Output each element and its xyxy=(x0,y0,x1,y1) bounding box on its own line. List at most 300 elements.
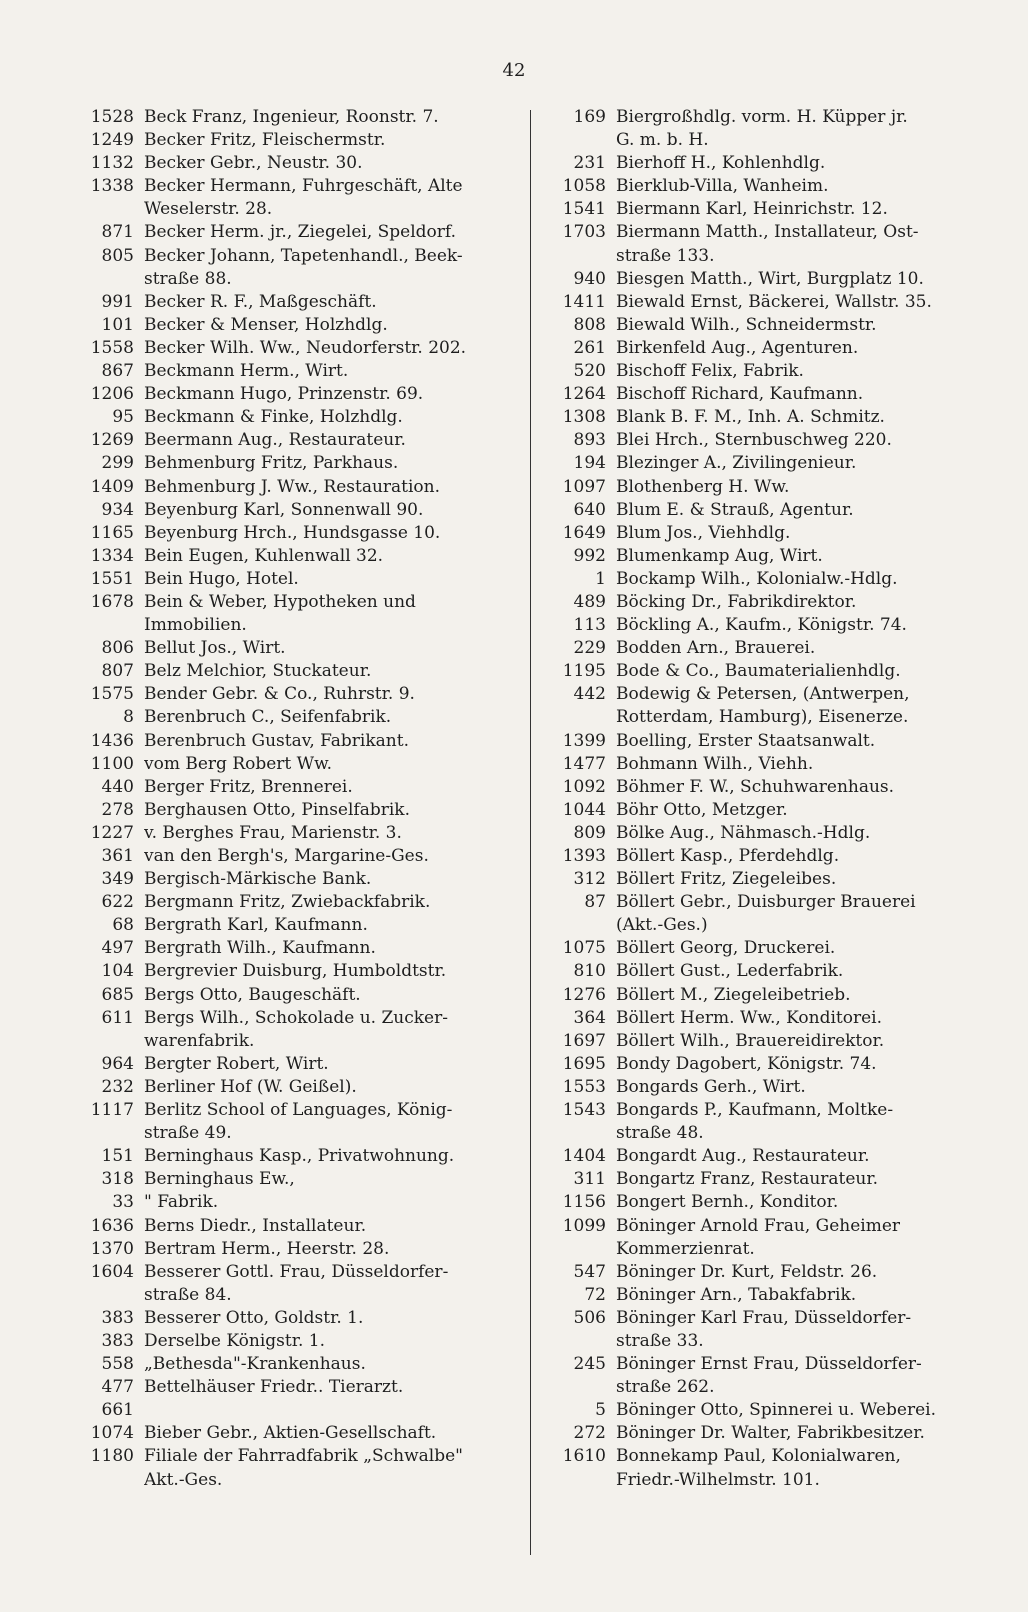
entry-number: 95 xyxy=(112,407,134,428)
entry-number: 809 xyxy=(573,822,606,843)
entry-number: 1117 xyxy=(90,1100,134,1121)
entry-number: 1404 xyxy=(562,1146,606,1167)
entry-text: Bertram Herm., Heerstr. 28. xyxy=(144,1238,390,1259)
entry-number: 1575 xyxy=(90,684,134,705)
directory-entry-line xyxy=(76,452,521,475)
directory-entry-line xyxy=(76,1261,521,1284)
directory-entry-line xyxy=(76,591,521,614)
directory-entry-line xyxy=(76,960,521,983)
entry-number: 506 xyxy=(573,1307,606,1328)
entry-text: Boelling, Erster Staatsanwalt. xyxy=(616,730,876,751)
entry-number: 871 xyxy=(101,222,134,243)
entry-number xyxy=(76,1284,144,1307)
entry-text: Bieber Gebr., Aktien-Gesellschaft. xyxy=(144,1423,437,1444)
directory-entry-line xyxy=(548,452,1000,475)
directory-entry-line xyxy=(76,845,521,868)
entry-text: Bergs Otto, Baugeschäft. xyxy=(144,984,361,1005)
directory-entry-line xyxy=(76,383,521,406)
directory-entry-line xyxy=(76,1422,521,1445)
directory-entry-line xyxy=(76,776,521,799)
directory-entry-line xyxy=(548,614,1000,637)
entry-text: Böllert Gust., Lederfabrik. xyxy=(616,961,844,982)
directory-entry-line xyxy=(76,1007,521,1030)
entry-number: 611 xyxy=(101,1007,134,1028)
entry-number: 640 xyxy=(573,499,606,520)
entry-text: Berns Diedr., Installateur. xyxy=(144,1215,367,1236)
entry-text: Böllert Kasp., Pferdehdlg. xyxy=(616,846,840,866)
entry-number: 1393 xyxy=(562,846,606,866)
entry-text: Bergmann Fritz, Zwiebackfabrik. xyxy=(144,892,431,913)
directory-entry-line xyxy=(76,730,521,753)
directory-entry-line xyxy=(76,1330,521,1353)
entry-number: 807 xyxy=(101,661,134,682)
directory-entry-line xyxy=(548,660,1000,683)
entry-text: Bein Eugen, Kuhlenwall 32. xyxy=(144,545,384,566)
entry-number xyxy=(76,1030,144,1053)
directory-entry-line xyxy=(76,1099,521,1122)
directory-entry-line xyxy=(76,360,521,383)
directory-entry-line xyxy=(76,152,521,175)
entry-number: 992 xyxy=(573,545,606,566)
entry-number: 622 xyxy=(101,892,134,913)
entry-text: Berenbruch C., Seifenfabrik. xyxy=(144,707,392,728)
entry-number: 245 xyxy=(573,1354,606,1375)
entry-number: 440 xyxy=(101,776,134,797)
entry-number: 867 xyxy=(101,361,134,382)
directory-entry-line xyxy=(548,499,1000,522)
entry-number: 1399 xyxy=(562,730,606,751)
directory-entry-line xyxy=(548,1445,1000,1468)
entry-number xyxy=(548,706,616,729)
entry-text: Becker & Menser, Holzhdlg. xyxy=(144,314,388,335)
entry-text: Bettelhäuser Friedr.. Tierarzt. xyxy=(144,1377,404,1398)
entry-text: Biermann Karl, Heinrichstr. 12. xyxy=(616,199,888,220)
entry-number: 520 xyxy=(573,361,606,382)
entry-number: 1409 xyxy=(90,476,134,497)
entry-number: 8 xyxy=(123,707,134,728)
directory-entry-line xyxy=(548,221,1000,244)
entry-number: 383 xyxy=(101,1307,134,1328)
column-divider xyxy=(530,110,531,1555)
directory-entry-line xyxy=(548,337,1000,360)
entry-text: Bierklub-Villa, Wanheim. xyxy=(616,176,829,197)
directory-entry-line xyxy=(548,683,1000,706)
entry-text: Biermann Matth., Installateur, Ost- xyxy=(616,222,919,243)
entry-text: Berger Fritz, Brennerei. xyxy=(144,776,353,797)
directory-entry-line xyxy=(548,268,1000,291)
entry-text: v. Berghes Frau, Marienstr. 3. xyxy=(144,822,402,843)
directory-entry-line xyxy=(548,383,1000,406)
entry-number: 1649 xyxy=(562,522,606,543)
entry-number: 497 xyxy=(101,938,134,959)
entry-number: 1044 xyxy=(562,799,606,820)
entry-text: Bonnekamp Paul, Kolonialwaren, xyxy=(616,1446,901,1467)
entry-number: 272 xyxy=(573,1423,606,1444)
directory-entry-line xyxy=(548,1261,1000,1284)
entry-number: 1334 xyxy=(90,545,134,566)
entry-number: 1 xyxy=(595,568,606,589)
directory-entry-line xyxy=(548,984,1000,1007)
entry-text: Berninghaus Ew., xyxy=(144,1169,295,1190)
entry-text: Beyenburg Hrch., Hundsgasse 10. xyxy=(144,522,441,543)
entry-text: Bierhoff H., Kohlenhdlg. xyxy=(616,153,826,174)
entry-text: straße 88. xyxy=(144,268,232,289)
entry-number: 1604 xyxy=(90,1261,134,1282)
entry-number: 1528 xyxy=(90,107,134,127)
entry-text: straße 262. xyxy=(616,1377,715,1398)
entry-text: Rotterdam, Hamburg), Eisenerze. xyxy=(616,707,909,728)
entry-number: 1436 xyxy=(90,730,134,751)
entry-number: 806 xyxy=(101,638,134,659)
directory-entry-line xyxy=(76,337,521,360)
entry-text: Blank B. F. M., Inh. A. Schmitz. xyxy=(616,407,885,428)
directory-entry-line xyxy=(548,730,1000,753)
entry-text: Birkenfeld Aug., Agenturen. xyxy=(616,337,859,358)
entry-text: Blezinger A., Zivilingenieur. xyxy=(616,453,857,474)
entry-number: 1553 xyxy=(562,1076,606,1097)
entry-text: Böllert Herm. Ww., Konditorei. xyxy=(616,1007,883,1028)
entry-text: Bongards P., Kaufmann, Moltke- xyxy=(616,1100,894,1121)
entry-number: 661 xyxy=(101,1400,134,1421)
entry-number: 1703 xyxy=(562,222,606,243)
entry-number: 805 xyxy=(101,245,134,266)
directory-entry-line xyxy=(548,1099,1000,1122)
entry-text: Böllert Fritz, Ziegeleibes. xyxy=(616,869,837,890)
entry-text: Beckmann Herm., Wirt. xyxy=(144,361,349,382)
directory-entry-line xyxy=(548,1191,1000,1214)
right-column xyxy=(548,106,1000,1492)
entry-number xyxy=(76,1469,144,1492)
directory-entry-line xyxy=(76,476,521,499)
directory-entry-line xyxy=(548,406,1000,429)
directory-entry-line xyxy=(548,1284,1000,1307)
entry-number: 1097 xyxy=(562,476,606,497)
entry-text: warenfabrik. xyxy=(144,1030,255,1051)
entry-text: Bockamp Wilh., Kolonialw.-Hdlg. xyxy=(616,568,898,589)
entry-text: Bergs Wilh., Schokolade u. Zucker- xyxy=(144,1007,448,1028)
directory-entry-line xyxy=(548,129,1000,152)
directory-entry-line xyxy=(548,799,1000,822)
directory-entry-line xyxy=(76,1307,521,1330)
entry-text: Bongert Bernh., Konditor. xyxy=(616,1192,839,1213)
directory-entry-line xyxy=(548,960,1000,983)
entry-number: 1100 xyxy=(90,753,134,774)
entry-number: 318 xyxy=(101,1169,134,1190)
entry-text: Becker Fritz, Fleischermstr. xyxy=(144,130,386,151)
directory-entry-line xyxy=(76,1030,521,1053)
entry-text: Böninger Karl Frau, Düsseldorfer- xyxy=(616,1307,912,1328)
directory-entry-line xyxy=(548,1399,1000,1422)
entry-text: Blum E. & Strauß, Agentur. xyxy=(616,499,854,520)
entry-text: Böckling A., Kaufm., Königstr. 74. xyxy=(616,615,907,636)
entry-number: 1411 xyxy=(562,291,606,312)
directory-entry-line xyxy=(76,799,521,822)
directory-entry-line xyxy=(548,545,1000,568)
directory-entry-line xyxy=(548,1215,1000,1238)
directory-entry-line xyxy=(76,429,521,452)
directory-entry-line xyxy=(76,1238,521,1261)
entry-text: Bergrevier Duisburg, Humboldtstr. xyxy=(144,961,447,982)
entry-number: 87 xyxy=(584,892,606,913)
directory-entry-line xyxy=(76,568,521,591)
directory-entry-line xyxy=(76,545,521,568)
entry-number: 101 xyxy=(101,314,134,335)
entry-text: Becker Johann, Tapetenhandl., Beek- xyxy=(144,245,463,266)
directory-entry-line xyxy=(548,1007,1000,1030)
page-number: 42 xyxy=(502,60,526,81)
directory-entry-line xyxy=(76,1053,521,1076)
entry-number: 1678 xyxy=(90,591,134,612)
entry-number xyxy=(548,1122,616,1145)
directory-entry-line xyxy=(76,1215,521,1238)
directory-entry-line xyxy=(548,753,1000,776)
directory-entry-line xyxy=(76,522,521,545)
entry-text: Böninger Arnold Frau, Geheimer xyxy=(616,1215,901,1236)
directory-entry-line xyxy=(76,614,521,637)
entry-text: Akt.-Ges. xyxy=(144,1469,223,1490)
directory-entry-line xyxy=(76,1353,521,1376)
entry-number: 810 xyxy=(573,961,606,982)
entry-number: 113 xyxy=(573,615,606,636)
directory-entry-line xyxy=(76,1284,521,1307)
directory-entry-line xyxy=(548,175,1000,198)
directory-entry-line xyxy=(76,314,521,337)
entry-text: Beckmann & Finke, Holzhdlg. xyxy=(144,407,403,428)
directory-entry-line xyxy=(76,1076,521,1099)
entry-number: 1308 xyxy=(562,407,606,428)
entry-number xyxy=(548,914,616,937)
directory-entry-line xyxy=(548,845,1000,868)
entry-number: 1338 xyxy=(90,176,134,197)
entry-text: Bein & Weber, Hypotheken und xyxy=(144,591,416,612)
left-column xyxy=(76,106,521,1492)
entry-number: 1099 xyxy=(562,1215,606,1236)
entry-text: G. m. b. H. xyxy=(616,130,709,151)
entry-text: Becker Wilh. Ww., Neudorferstr. 202. xyxy=(144,337,467,358)
entry-text: Bodden Arn., Brauerei. xyxy=(616,638,816,659)
directory-entry-line xyxy=(548,1168,1000,1191)
directory-entry-line xyxy=(76,499,521,522)
directory-entry-line xyxy=(548,822,1000,845)
directory-entry-line xyxy=(548,1053,1000,1076)
entry-text: Berghausen Otto, Pinselfabrik. xyxy=(144,799,410,820)
entry-number: 312 xyxy=(573,869,606,890)
entry-number: 311 xyxy=(573,1169,606,1190)
entry-text: Kommerzienrat. xyxy=(616,1238,755,1259)
entry-number: 232 xyxy=(101,1076,134,1097)
entry-number xyxy=(548,129,616,152)
directory-entry-line xyxy=(548,706,1000,729)
directory-entry-line xyxy=(548,1422,1000,1445)
entry-number: 1541 xyxy=(562,199,606,220)
entry-number: 1551 xyxy=(90,568,134,589)
entry-number: 1074 xyxy=(90,1423,134,1444)
entry-text: straße 48. xyxy=(616,1123,704,1144)
entry-text: straße 84. xyxy=(144,1284,232,1305)
entry-text: Berlitz School of Languages, König- xyxy=(144,1100,453,1121)
directory-entry-line xyxy=(76,683,521,706)
entry-number xyxy=(548,1330,616,1353)
entry-number: 229 xyxy=(573,638,606,659)
directory-entry-line xyxy=(76,175,521,198)
entry-number: 558 xyxy=(101,1354,134,1375)
directory-entry-line xyxy=(76,868,521,891)
entry-text: Becker Gebr., Neustr. 30. xyxy=(144,153,363,174)
entry-text: Böninger Ernst Frau, Düsseldorfer- xyxy=(616,1354,922,1375)
directory-entry-line xyxy=(548,245,1000,268)
directory-entry-line xyxy=(76,706,521,729)
directory-entry-line xyxy=(548,198,1000,221)
directory-entry-line xyxy=(76,637,521,660)
directory-entry-line xyxy=(548,314,1000,337)
directory-entry-line xyxy=(76,753,521,776)
entry-text: Beckmann Hugo, Prinzenstr. 69. xyxy=(144,384,424,405)
entry-number: 685 xyxy=(101,984,134,1005)
directory-entry-line xyxy=(76,660,521,683)
directory-entry-line xyxy=(76,891,521,914)
entry-text: straße 49. xyxy=(144,1123,232,1144)
entry-number: 231 xyxy=(573,153,606,174)
directory-entry-line xyxy=(548,1469,1000,1492)
entry-text: Bischoff Richard, Kaufmann. xyxy=(616,384,864,405)
directory-entry-line xyxy=(548,1122,1000,1145)
entry-text: Bein Hugo, Hotel. xyxy=(144,568,299,589)
entry-number xyxy=(76,614,144,637)
entry-text: Besserer Otto, Goldstr. 1. xyxy=(144,1307,364,1328)
directory-entry-line xyxy=(76,1145,521,1168)
directory-entry-line xyxy=(76,245,521,268)
directory-entry-line xyxy=(76,937,521,960)
entry-text: Derselbe Königstr. 1. xyxy=(144,1330,325,1351)
entry-text: Böninger Dr. Walter, Fabrikbesitzer. xyxy=(616,1423,925,1444)
entry-text: Böhr Otto, Metzger. xyxy=(616,799,788,820)
entry-text: Bongards Gerh., Wirt. xyxy=(616,1076,806,1097)
entry-text: Böninger Otto, Spinnerei u. Weberei. xyxy=(616,1400,937,1421)
entry-number: 1058 xyxy=(562,176,606,197)
directory-entry-line xyxy=(548,591,1000,614)
directory-entry-line xyxy=(76,291,521,314)
entry-number xyxy=(76,1122,144,1145)
entry-text: (Akt.-Ges.) xyxy=(616,915,708,936)
entry-number: 1370 xyxy=(90,1238,134,1259)
entry-number xyxy=(76,268,144,291)
entry-text: Böhmer F. W., Schuhwarenhaus. xyxy=(616,776,895,797)
directory-entry-line xyxy=(548,1330,1000,1353)
directory-entry-line xyxy=(548,1307,1000,1330)
entry-text: Weselerstr. 28. xyxy=(144,199,273,220)
entry-text: Bongartz Franz, Restaurateur. xyxy=(616,1169,879,1190)
directory-entry-line xyxy=(76,984,521,1007)
entry-text: Biewald Wilh., Schneidermstr. xyxy=(616,314,877,335)
entry-text: „Bethesda"-Krankenhaus. xyxy=(144,1354,366,1375)
entry-number: 151 xyxy=(101,1146,134,1167)
entry-number: 1227 xyxy=(90,822,134,843)
entry-number: 489 xyxy=(573,591,606,612)
entry-text: Blumenkamp Aug, Wirt. xyxy=(616,545,823,566)
entry-text: Bondy Dagobert, Königstr. 74. xyxy=(616,1053,877,1074)
entry-number: 477 xyxy=(101,1377,134,1398)
directory-entry-line xyxy=(76,221,521,244)
entry-number: 5 xyxy=(595,1400,606,1421)
entry-text: Böllert Gebr., Duisburger Brauerei xyxy=(616,892,916,913)
directory-entry-line xyxy=(548,776,1000,799)
directory-entry-line xyxy=(548,291,1000,314)
entry-text: Böllert Wilh., Brauereidirektor. xyxy=(616,1030,885,1051)
directory-entry-line xyxy=(548,1238,1000,1261)
entry-text: Becker R. F., Maßgeschäft. xyxy=(144,291,377,312)
entry-number: 1165 xyxy=(90,522,134,543)
directory-entry-line xyxy=(548,937,1000,960)
entry-text: Bergrath Karl, Kaufmann. xyxy=(144,915,368,936)
directory-entry-line xyxy=(548,152,1000,175)
entry-text: Belz Melchior, Stuckateur. xyxy=(144,661,372,682)
directory-entry-line xyxy=(548,1376,1000,1399)
entry-text: Blothenberg H. Ww. xyxy=(616,476,790,497)
entry-text: Bergter Robert, Wirt. xyxy=(144,1053,329,1074)
entry-number: 1477 xyxy=(562,753,606,774)
entry-text: Berliner Hof (W. Geißel). xyxy=(144,1076,357,1097)
directory-entry-line xyxy=(76,406,521,429)
entry-number: 1156 xyxy=(562,1192,606,1213)
entry-text: Beck Franz, Ingenieur, Roonstr. 7. xyxy=(144,107,439,127)
entry-text: Behmenburg J. Ww., Restauration. xyxy=(144,476,441,497)
directory-entry-line xyxy=(548,637,1000,660)
directory-entry-line xyxy=(76,106,521,129)
entry-text: straße 33. xyxy=(616,1330,704,1351)
directory-entry-line xyxy=(548,429,1000,452)
entry-number xyxy=(76,198,144,221)
directory-entry-line xyxy=(548,1030,1000,1053)
entry-number: 1543 xyxy=(562,1100,606,1121)
entry-number: 1249 xyxy=(90,130,134,151)
directory-entry-line xyxy=(76,268,521,291)
directory-entry-line xyxy=(76,129,521,152)
entry-text: Friedr.-Wilhelmstr. 101. xyxy=(616,1469,820,1490)
entry-text: Böllert Georg, Druckerei. xyxy=(616,938,836,959)
directory-entry-line xyxy=(548,476,1000,499)
entry-text: Berninghaus Kasp., Privatwohnung. xyxy=(144,1146,455,1167)
entry-number: 1269 xyxy=(90,430,134,451)
entry-number: 1276 xyxy=(562,984,606,1005)
entry-text: Biesgen Matth., Wirt, Burgplatz 10. xyxy=(616,268,924,289)
entry-text: Bongardt Aug., Restaurateur. xyxy=(616,1146,870,1167)
directory-entry-line xyxy=(76,822,521,845)
entry-number: 1195 xyxy=(562,661,606,682)
directory-entry-line xyxy=(76,198,521,221)
entry-number: 547 xyxy=(573,1261,606,1282)
entry-number: 1610 xyxy=(562,1446,606,1467)
directory-entry-line xyxy=(548,106,1000,129)
entry-number: 361 xyxy=(101,846,134,866)
entry-text: Bohmann Wilh., Viehh. xyxy=(616,753,814,774)
entry-text: Bölke Aug., Nähmasch.-Hdlg. xyxy=(616,822,871,843)
entry-number: 364 xyxy=(573,1007,606,1028)
directory-entry-line xyxy=(76,1469,521,1492)
entry-text: vom Berg Robert Ww. xyxy=(144,753,333,774)
entry-text: Bergrath Wilh., Kaufmann. xyxy=(144,938,376,959)
entry-text: Bodewig & Petersen, (Antwerpen, xyxy=(616,684,910,705)
directory-entry-line xyxy=(76,1445,521,1468)
entry-text: Bellut Jos., Wirt. xyxy=(144,638,286,659)
entry-number: 991 xyxy=(101,291,134,312)
directory-entry-line xyxy=(548,868,1000,891)
directory-entry-line xyxy=(76,1168,521,1191)
directory-entry-line xyxy=(548,1145,1000,1168)
entry-number: 194 xyxy=(573,453,606,474)
entry-text: Böninger Dr. Kurt, Feldstr. 26. xyxy=(616,1261,878,1282)
directory-entry-line xyxy=(76,1122,521,1145)
entry-number: 169 xyxy=(573,107,606,127)
